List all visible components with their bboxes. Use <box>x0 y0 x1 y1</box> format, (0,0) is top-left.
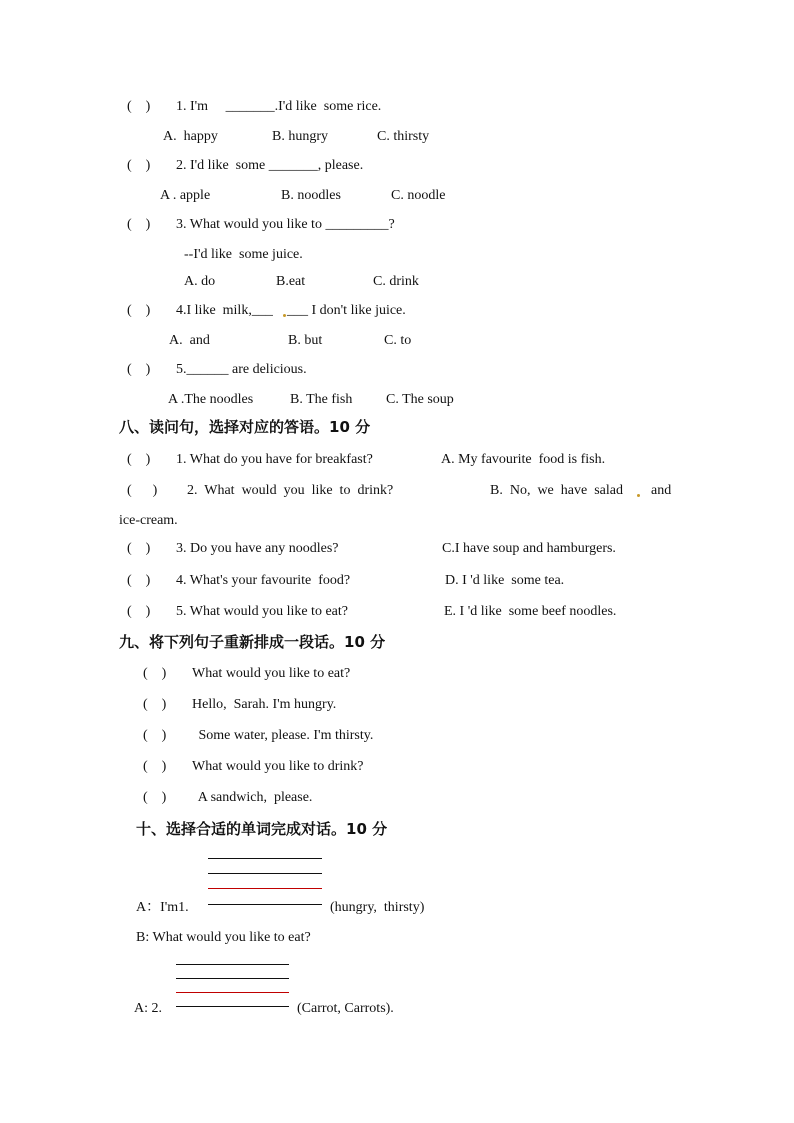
q3-option-a: A. do <box>184 274 216 289</box>
q2-stem: 2. I'd like some _______, please. <box>176 158 364 173</box>
s8-row3-question: 3. Do you have any noodles? <box>176 541 339 556</box>
s8-row2-question: 2. What would you like to drink? <box>187 483 394 498</box>
s9-item1-text: What would you like to eat? <box>192 666 351 681</box>
accent-dot <box>283 314 286 317</box>
s8-row3-bracket: ( ) <box>127 541 151 556</box>
s8-row2-answer: B. No, we have salad <box>490 483 623 498</box>
s10-line1-prefix: A：I'm1. <box>136 900 189 915</box>
grid-line <box>208 858 322 859</box>
s8-row2-continuation: ice-cream. <box>119 513 178 528</box>
q5-option-c: C. The soup <box>386 392 454 407</box>
s8-row5-bracket: ( ) <box>127 604 151 619</box>
q1-option-c: C. thirsty <box>377 129 430 144</box>
s9-item2-bracket: ( ) <box>143 697 167 712</box>
grid-line-red <box>176 992 289 993</box>
grid-line <box>176 1006 289 1007</box>
s8-row5-question: 5. What would you like to eat? <box>176 604 348 619</box>
q1-option-a: A. happy <box>163 129 218 144</box>
s8-row1-answer: A. My favourite food is fish. <box>441 452 606 467</box>
q3-option-c: C. drink <box>373 274 419 289</box>
section10-title: 十、选择合适的单词完成对话。10 分 <box>136 820 388 838</box>
q2-option-b: B. noodles <box>281 188 341 203</box>
s8-row4-answer: D. I 'd like some tea. <box>445 573 565 588</box>
s8-row1-question: 1. What do you have for breakfast? <box>176 452 373 467</box>
s8-row2-bracket: ( ) <box>127 483 158 498</box>
s9-item2-text: Hello, Sarah. I'm hungry. <box>192 697 337 712</box>
grid-line <box>208 904 322 905</box>
s10-line1-hint: (hungry, thirsty) <box>330 900 425 915</box>
section8-title: 八、读问句，选择对应的答语。10 分 <box>119 418 371 436</box>
s9-item5-bracket: ( ) <box>143 790 167 805</box>
q5-option-a: A .The noodles <box>168 392 254 407</box>
grid-line <box>176 978 289 979</box>
s10-line3-hint: (Carrot, Carrots). <box>297 1001 394 1016</box>
s9-item5-text: A sandwich, please. <box>195 790 313 805</box>
q3-option-b: B.eat <box>276 274 306 289</box>
accent-dot <box>637 494 640 497</box>
q3-bracket: ( ) <box>127 217 151 232</box>
q3-stem: 3. What would you like to _________? <box>176 217 395 232</box>
section9-title: 九、将下列句子重新排成一段话。10 分 <box>119 633 386 651</box>
s9-item4-bracket: ( ) <box>143 759 167 774</box>
q4-stem: 4.I like milk,___ <box>176 303 277 318</box>
q4-option-c: C. to <box>384 333 412 348</box>
s8-row5-answer: E. I 'd like some beef noodles. <box>444 604 617 619</box>
q4-option-b: B. but <box>288 333 323 348</box>
q5-bracket: ( ) <box>127 362 151 377</box>
q5-stem: 5.______ are delicious. <box>176 362 307 377</box>
q4-bracket: ( ) <box>127 303 151 318</box>
grid-line <box>176 964 289 965</box>
q3-reply: --I'd like some juice. <box>184 247 303 262</box>
s8-row2-answer-b: and <box>651 483 672 498</box>
s9-item4-text: What would you like to drink? <box>192 759 364 774</box>
s8-row4-question: 4. What's your favourite food? <box>176 573 351 588</box>
s8-row1-bracket: ( ) <box>127 452 151 467</box>
s9-item3-text: Some water, please. I'm thirsty. <box>195 728 374 743</box>
q2-bracket: ( ) <box>127 158 151 173</box>
grid-line <box>208 873 322 874</box>
q5-option-b: B. The fish <box>290 392 353 407</box>
q4-option-a: A. and <box>169 333 210 348</box>
s10-line3-prefix: A: 2. <box>134 1001 162 1016</box>
q4-stem-b: ___ I don't like juice. <box>287 303 406 318</box>
q1-bracket: ( ) <box>127 99 151 114</box>
q2-option-c: C. noodle <box>391 188 446 203</box>
q1-option-b: B. hungry <box>272 129 328 144</box>
s9-item1-bracket: ( ) <box>143 666 167 681</box>
q2-option-a: A . apple <box>160 188 211 203</box>
s8-row3-answer: C.I have soup and hamburgers. <box>442 541 616 556</box>
s9-item3-bracket: ( ) <box>143 728 167 743</box>
s10-line2: B: What would you like to eat? <box>136 930 311 945</box>
s8-row4-bracket: ( ) <box>127 573 151 588</box>
grid-line-red <box>208 888 322 889</box>
q1-stem: 1. I'm _______.I'd like some rice. <box>176 99 382 114</box>
